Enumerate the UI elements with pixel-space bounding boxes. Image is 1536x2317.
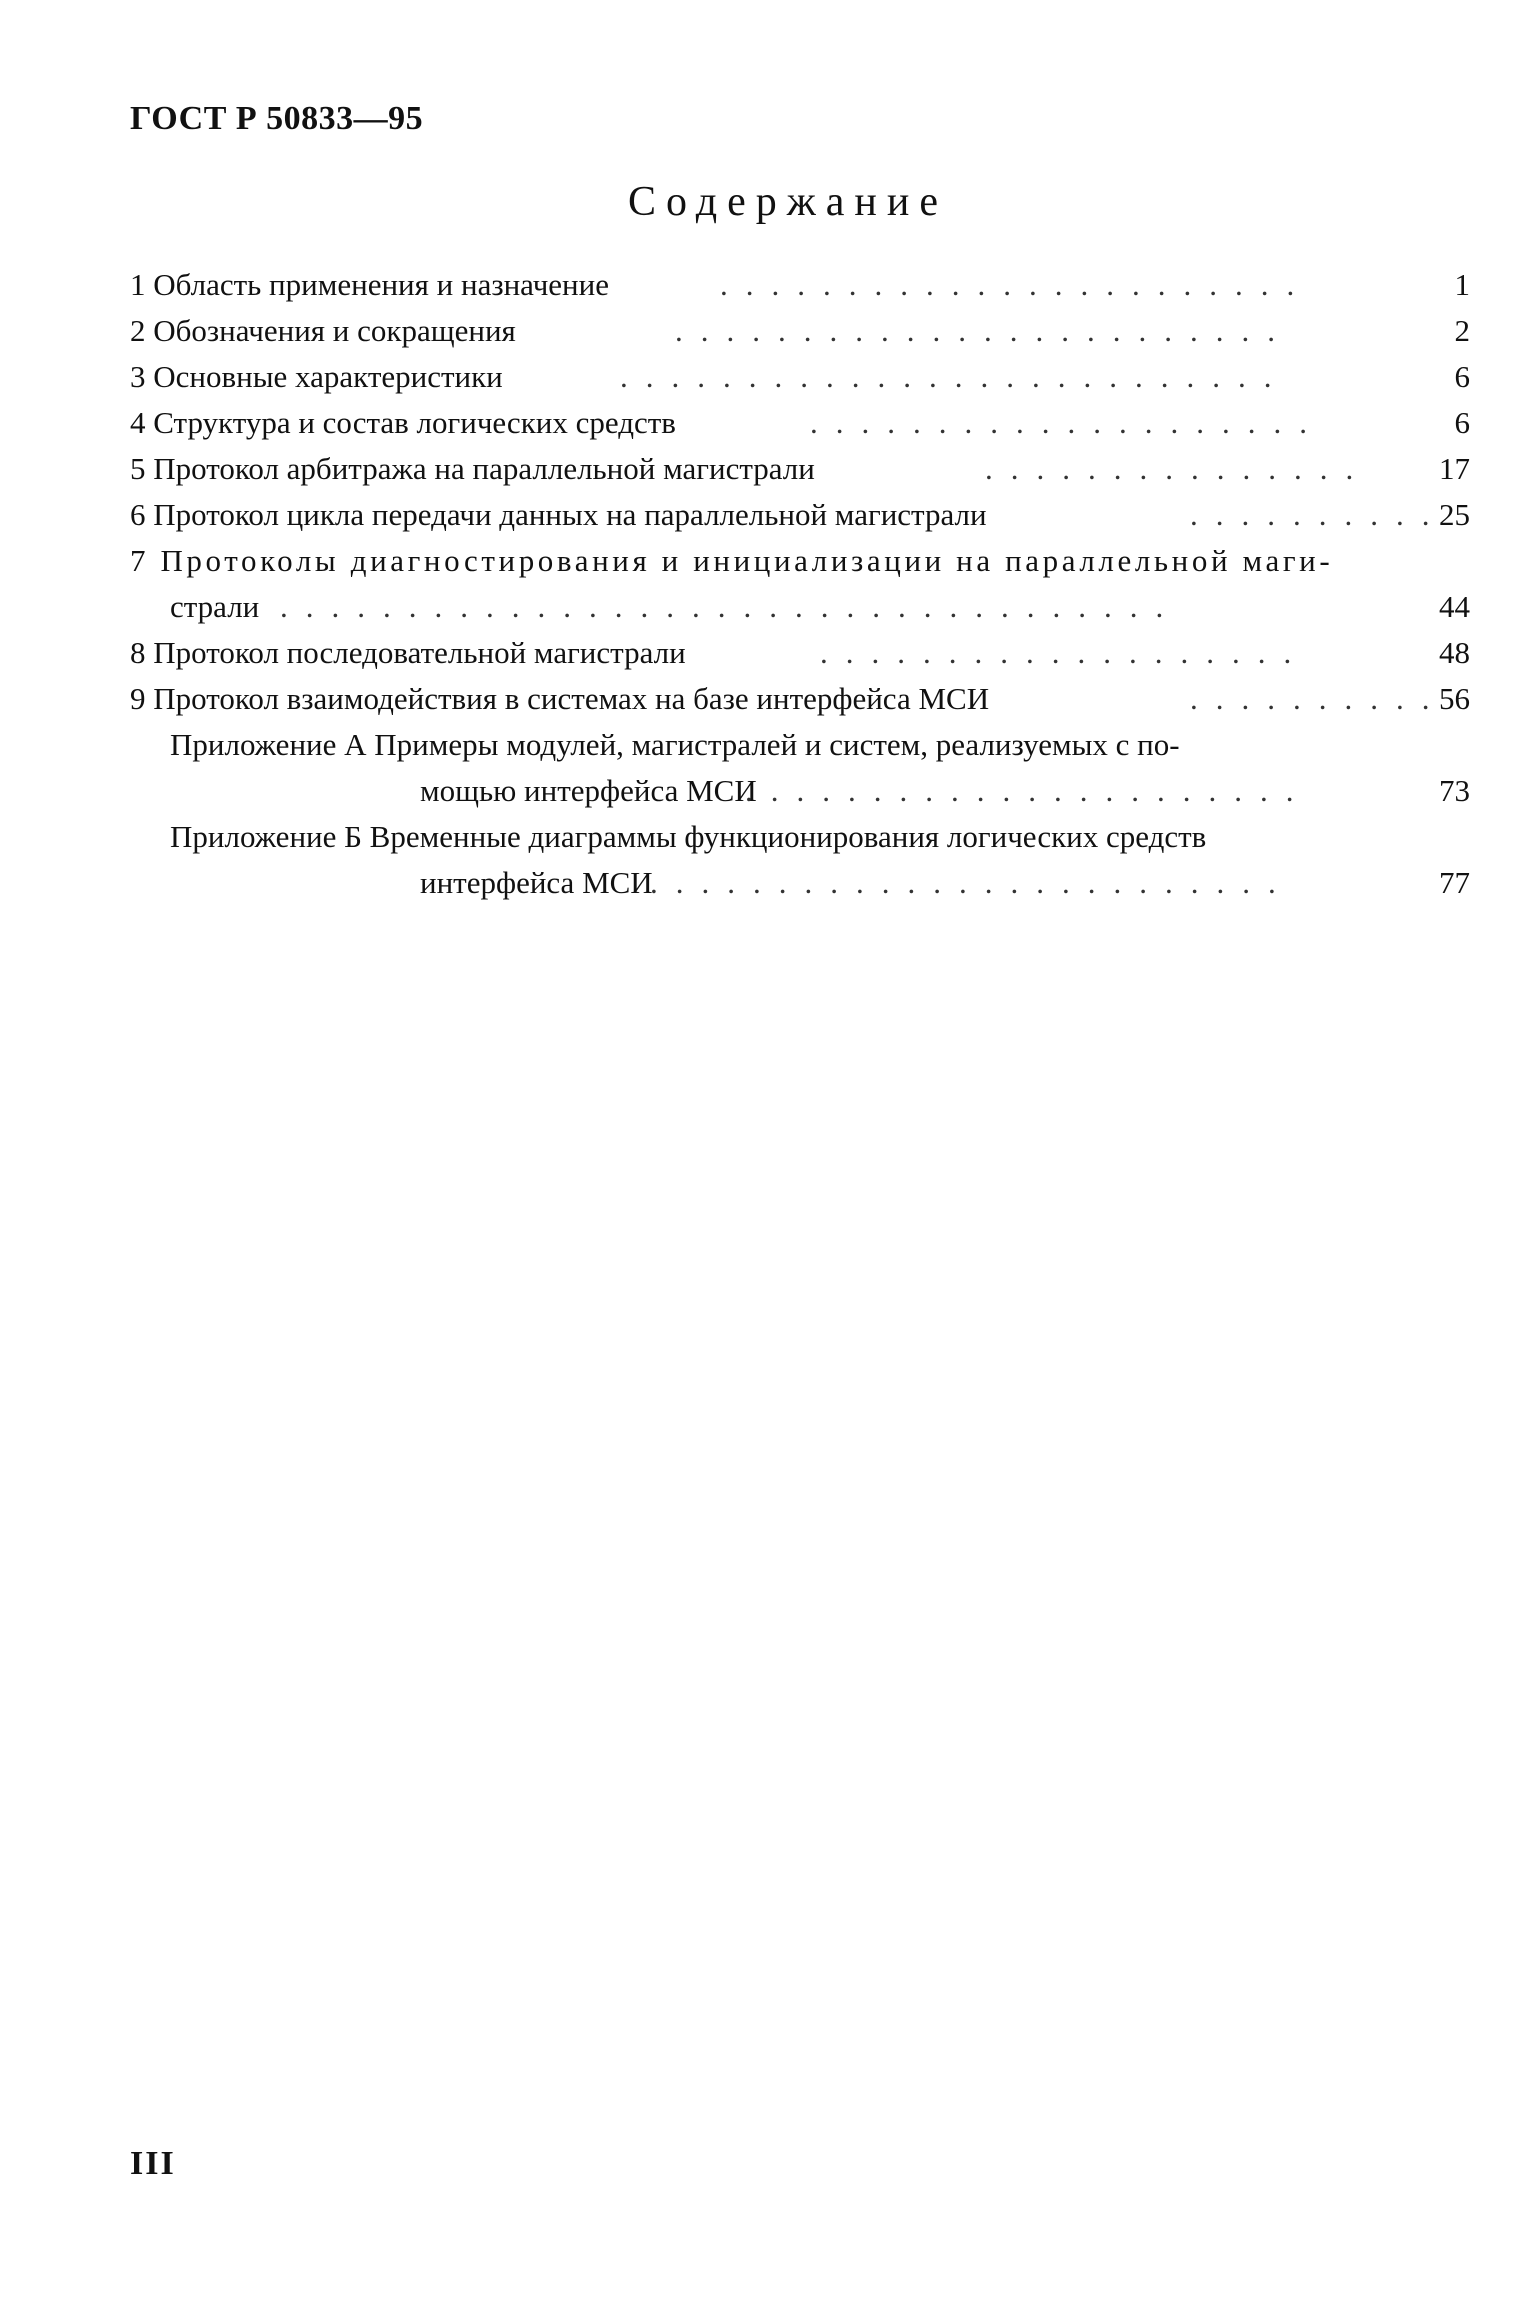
toc-label: Приложение А Примеры модулей, магистралей и систем, реализуемых с по- <box>170 727 1180 762</box>
toc-label: мощью интерфейса МСИ <box>420 773 757 808</box>
toc-page-number: 48 <box>1439 635 1470 670</box>
toc-label: страли <box>170 589 260 624</box>
toc-label: интерфейса МСИ <box>420 865 653 900</box>
toc-row-13 <box>130 814 1470 860</box>
toc-page-number: 2 <box>1454 313 1470 348</box>
toc-leader: ................... <box>820 635 1310 670</box>
toc-row-2 <box>130 308 1470 354</box>
toc-leader: ....................... <box>720 267 1313 302</box>
toc-row-1 <box>130 262 1470 308</box>
toc-label: 5 Протокол арбитража на параллельной магистрали <box>130 451 815 486</box>
toc-label: 6 Протокол цикла передачи данных на параллельной магистрали <box>130 497 987 532</box>
toc-leader: ...................... <box>745 773 1312 808</box>
toc-label: 8 Протокол последовательной магистрали <box>130 635 686 670</box>
toc-page-number: 77 <box>1439 865 1470 900</box>
toc-row-12 <box>130 768 1470 814</box>
toc-label: 9 Протокол взаимодействия в системах на базе интерфейса МСИ <box>130 681 990 716</box>
toc-page-number: 6 <box>1454 359 1470 394</box>
toc-page-number: 44 <box>1439 589 1470 624</box>
toc-page-number: 56 <box>1439 681 1470 716</box>
toc-leader: .......................... <box>620 359 1290 394</box>
toc-row-4 <box>130 400 1470 446</box>
toc-label: 1 Область применения и назначение <box>130 267 609 302</box>
toc-row-10 <box>130 676 1470 722</box>
toc-row-11 <box>130 722 1470 768</box>
toc-leader: .......... <box>1190 497 1448 532</box>
toc-page-number: 73 <box>1439 773 1470 808</box>
toc-page-number: 25 <box>1439 497 1470 532</box>
toc-leader: ................................... <box>280 589 1182 624</box>
toc-label: 3 Основные характеристики <box>130 359 503 394</box>
page-number: III <box>130 2145 176 2182</box>
toc-row-9 <box>130 630 1470 676</box>
toc-row-7 <box>130 538 1470 584</box>
toc-row-5 <box>130 446 1470 492</box>
toc-row-8 <box>130 584 1470 630</box>
toc-label: 4 Структура и состав логических средств <box>130 405 676 440</box>
page-title: Содержание <box>627 179 949 225</box>
toc-row-14 <box>130 860 1470 906</box>
toc-row-6 <box>130 492 1470 538</box>
toc-label: Приложение Б Временные диаграммы функционирования логических средств <box>170 819 1207 854</box>
toc-row-3 <box>130 354 1470 400</box>
document-header: ГОСТ Р 50833—95 <box>130 100 424 137</box>
toc-leader: .................... <box>810 405 1325 440</box>
toc-leader: ............... <box>985 451 1372 486</box>
toc-leader: ......................... <box>650 865 1294 900</box>
toc-label: 7 Протоколы диагностирования и инициализации на параллельной маги- <box>130 543 1334 578</box>
toc-leader: .......... <box>1190 681 1448 716</box>
table-of-contents <box>130 262 1470 906</box>
toc-label: 2 Обозначения и сокращения <box>130 313 516 348</box>
toc-page-number: 17 <box>1439 451 1470 486</box>
toc-page-number: 6 <box>1454 405 1470 440</box>
toc-leader: ........................ <box>675 313 1293 348</box>
toc-page-number: 1 <box>1454 267 1470 302</box>
